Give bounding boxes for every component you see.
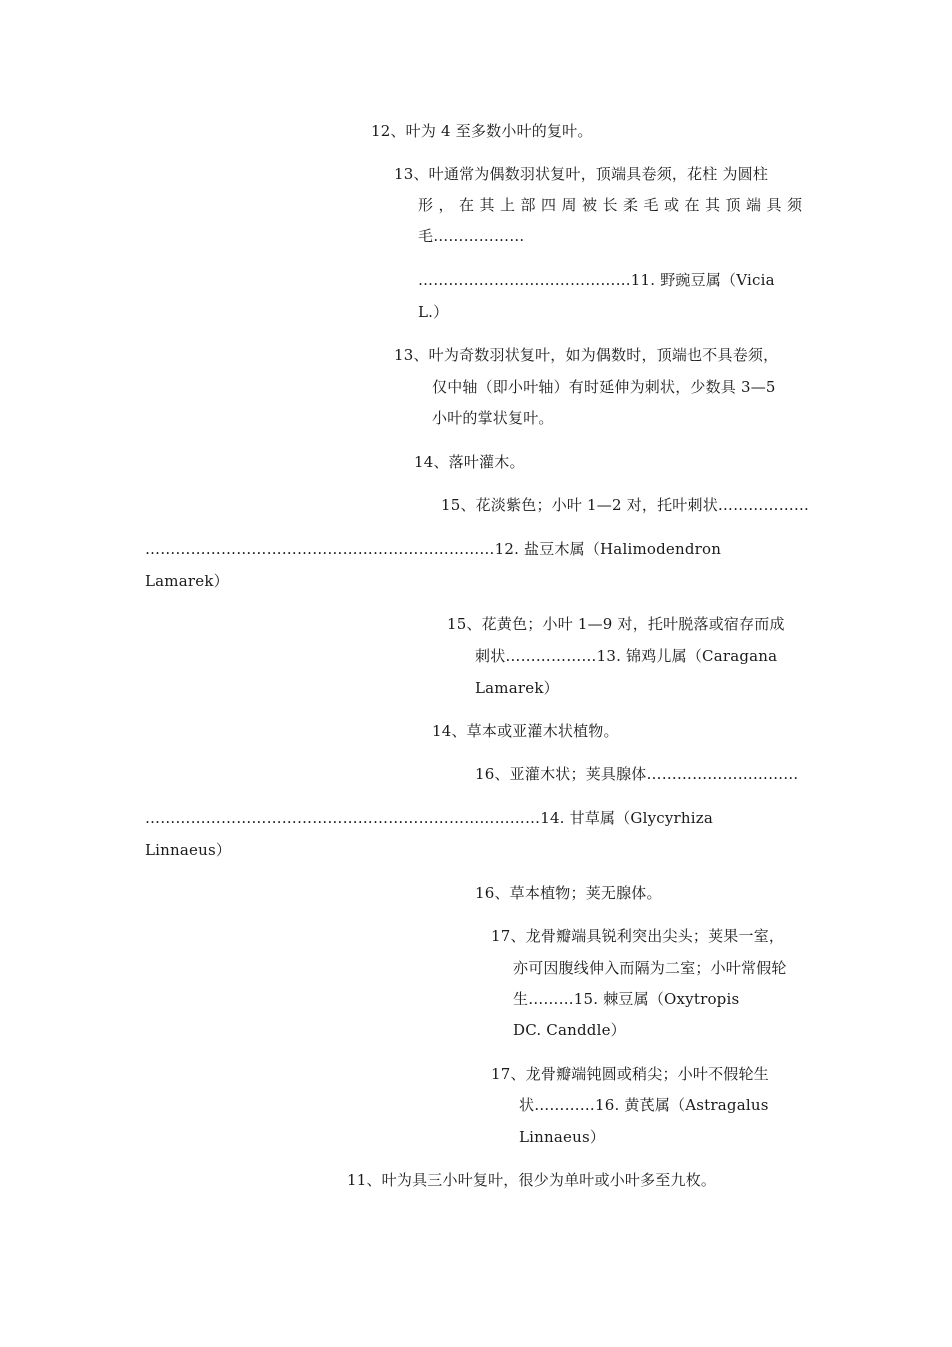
key-line-13a-5: L.） (418, 303, 449, 321)
key-line-14b: 14、草本或亚灌木状植物。 (432, 722, 619, 740)
key-line-13b-1: 13、叶为奇数羽状复叶，如为偶数时，顶端也不具卷须， (394, 346, 779, 364)
key-line-13a-4: ……………………………………11. 野豌豆属（Vicia (418, 271, 775, 289)
key-line-15b-1: 15、花黄色；小叶 1—9 对，托叶脱落或宿存而成 (447, 615, 785, 633)
key-line-17a-4: DC. Canddle） (513, 1021, 626, 1039)
key-line-15a-2: ……………………………………………………………12. 盐豆木属（Halimodendron (145, 540, 722, 558)
key-line-15b-3: Lamarek） (475, 679, 559, 697)
key-line-13b-2: 仅中轴（即小叶轴）有时延伸为刺状，少数具 3—5 (432, 378, 776, 396)
key-line-16b: 16、草本植物；荚无腺体。 (475, 884, 662, 902)
key-line-16a-3: Linnaeus） (145, 841, 232, 859)
key-line-15a-3: Lamarek） (145, 572, 229, 590)
key-line-11b: 11、叶为具三小叶复叶，很少为单叶或小叶多至九枚。 (347, 1171, 717, 1189)
key-line-13a-2: 形，在其上部四周被长柔毛或在其顶端具须 (418, 196, 808, 214)
key-line-13b-3: 小叶的掌状复叶。 (432, 409, 554, 427)
key-line-12a: 12、叶为 4 至多数小叶的复叶。 (371, 122, 593, 140)
key-line-15b-2: 刺状………………13. 锦鸡儿属（Caragana (475, 647, 778, 665)
key-line-16a-1: 16、亚灌木状；荚具腺体………………………… (475, 765, 799, 783)
key-line-17b-1: 17、龙骨瓣端钝圆或稍尖；小叶不假轮生 (491, 1065, 769, 1083)
key-line-13a-1: 13、叶通常为偶数羽状复叶，顶端具卷须，花柱 为圆柱 (394, 165, 769, 183)
key-line-17a-2: 亦可因腹线伸入而隔为二室；小叶常假轮 (513, 959, 787, 977)
key-line-17a-1: 17、龙骨瓣端具锐利突出尖头；荚果一室， (491, 927, 785, 945)
key-line-17a-3: 生………15. 棘豆属（Oxytropis (513, 990, 740, 1008)
key-line-14a: 14、落叶灌木。 (414, 453, 525, 471)
key-line-16a-2: ……………………………………………………………………14. 甘草属（Glycyrhiza (145, 809, 714, 827)
key-line-17b-2: 状…………16. 黄芪属（Astragalus (519, 1096, 769, 1114)
key-line-15a-1: 15、花淡紫色；小叶 1—2 对，托叶刺状……………… (441, 496, 810, 514)
key-line-13a-3: 毛……………… (418, 227, 525, 245)
key-line-17b-3: Linnaeus） (519, 1128, 606, 1146)
